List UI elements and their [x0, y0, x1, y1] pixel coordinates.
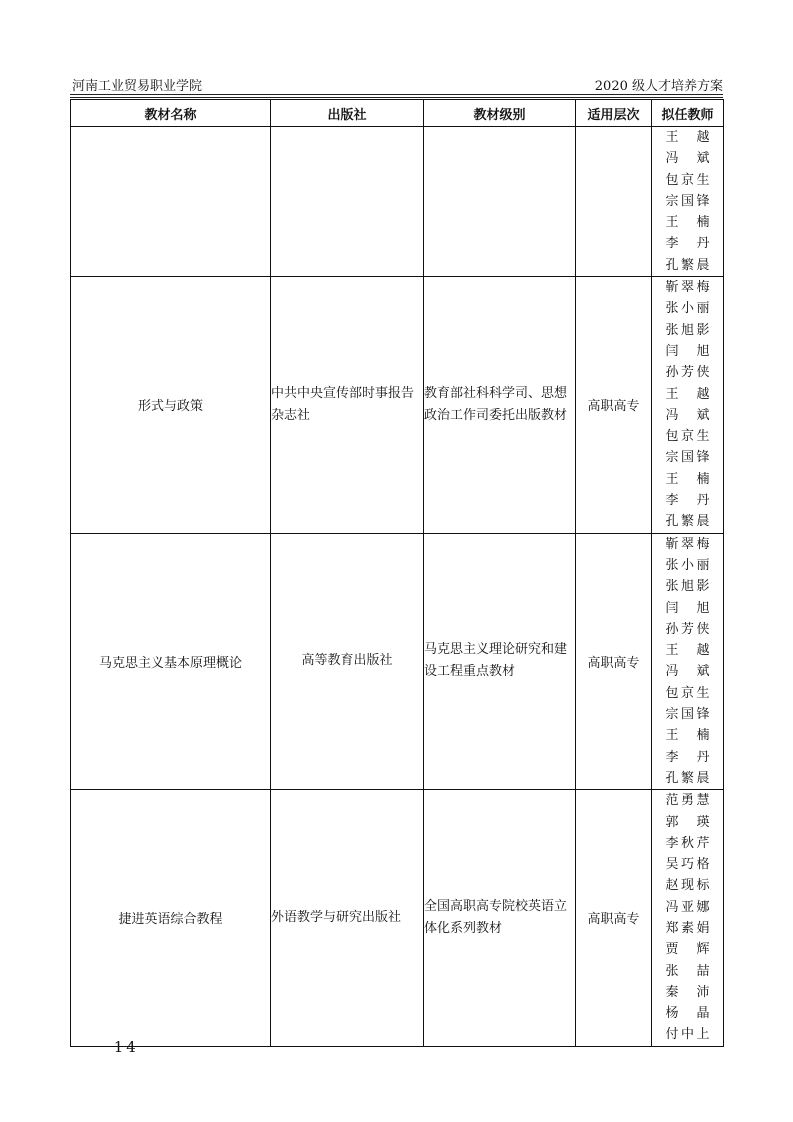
column-header-textbook-name: 教材名称	[71, 100, 271, 127]
teacher-name: 郑素娟	[665, 920, 710, 936]
teacher-name: 李 丹	[665, 236, 710, 252]
teachers-cell	[652, 277, 724, 534]
teacher-name: 李 丹	[665, 749, 710, 765]
teacher-name: 包京生	[665, 429, 710, 445]
header-rule	[70, 94, 723, 98]
teacher-name: 李 丹	[665, 493, 710, 509]
grade-cell: 教育部社科科学司、思想政治工作司委托出版教材	[424, 277, 576, 534]
teacher-name: 靳翠梅	[665, 536, 710, 552]
teacher-name: 秦 沛	[665, 984, 710, 1000]
grade-cell	[424, 127, 576, 277]
textbook-name-cell: 形式与政策	[71, 277, 271, 534]
column-header-textbook-grade: 教材级别	[424, 100, 576, 127]
teachers-cell	[652, 533, 724, 790]
teacher-name: 闫 旭	[665, 600, 710, 616]
page-number: － 14 －	[88, 1038, 165, 1056]
publisher-cell	[271, 127, 424, 277]
teacher-list	[652, 127, 723, 276]
teacher-name: 李秋芹	[665, 835, 710, 851]
teacher-name: 范勇慧	[665, 793, 710, 809]
table-row	[71, 127, 724, 277]
table-row	[71, 790, 724, 1047]
teacher-name: 宗国锋	[665, 450, 710, 466]
teacher-name: 吴巧格	[665, 857, 710, 873]
teacher-name: 冯 斌	[665, 664, 710, 680]
textbook-table	[70, 99, 724, 1047]
teacher-name: 付中上	[665, 1027, 710, 1043]
column-header-teachers: 拟任教师	[652, 100, 724, 127]
teacher-name: 冯 斌	[665, 407, 710, 423]
textbook-name-cell	[71, 127, 271, 277]
table-row	[71, 533, 724, 790]
teacher-name: 冯 斌	[665, 151, 710, 167]
teacher-name: 冯亚娜	[665, 899, 710, 915]
teacher-name: 张旭影	[665, 579, 710, 595]
teacher-name: 靳翠梅	[665, 280, 710, 296]
teacher-name: 张小丽	[665, 301, 710, 317]
teacher-name: 王 越	[665, 130, 710, 145]
publisher-cell: 高等教育出版社	[271, 533, 424, 790]
column-header-publisher: 出版社	[271, 100, 424, 127]
teacher-name: 郭 瑛	[665, 814, 710, 830]
teacher-name: 王 越	[665, 643, 710, 659]
table-header-row	[71, 100, 724, 127]
teacher-name: 宗国锋	[665, 707, 710, 723]
teacher-name: 赵现标	[665, 878, 710, 894]
grade-cell: 马克思主义理论研究和建设工程重点教材	[424, 533, 576, 790]
teacher-name: 张旭影	[665, 322, 710, 338]
teacher-name: 包京生	[665, 685, 710, 701]
teacher-name: 孔繁晨	[665, 770, 710, 786]
teacher-name: 宗国锋	[665, 193, 710, 209]
header-document-title: 2020 级人才培养方案	[594, 79, 723, 94]
table-row	[71, 277, 724, 534]
level-cell: 高职高专	[576, 790, 652, 1047]
teacher-list	[652, 790, 723, 1046]
teacher-name: 王 楠	[665, 728, 710, 744]
teacher-name: 包京生	[665, 172, 710, 188]
teacher-list	[652, 277, 723, 533]
header-institution: 河南工业贸易职业学院	[72, 79, 203, 94]
teacher-name: 杨 晶	[665, 1006, 710, 1022]
teacher-name: 孙芳侠	[665, 365, 710, 381]
column-header-applicable-level: 适用层次	[576, 100, 652, 127]
teacher-name: 张小丽	[665, 557, 710, 573]
teachers-cell	[652, 127, 724, 277]
level-cell	[576, 127, 652, 277]
textbook-name-cell: 马克思主义基本原理概论	[71, 533, 271, 790]
teacher-name: 王 越	[665, 386, 710, 402]
teacher-name: 孔繁晨	[665, 257, 710, 273]
level-cell: 高职高专	[576, 277, 652, 534]
publisher-cell: 外语教学与研究出版社	[271, 790, 424, 1047]
teacher-name: 王 楠	[665, 471, 710, 487]
level-cell: 高职高专	[576, 533, 652, 790]
teacher-name: 闫 旭	[665, 343, 710, 359]
grade-cell: 全国高职高专院校英语立体化系列教材	[424, 790, 576, 1047]
teacher-name: 贾 辉	[665, 942, 710, 958]
teachers-cell	[652, 790, 724, 1047]
teacher-name: 张 喆	[665, 963, 710, 979]
teacher-name: 王 楠	[665, 215, 710, 231]
textbook-name-cell: 捷进英语综合教程	[71, 790, 271, 1047]
publisher-cell: 中共中央宣传部时事报告杂志社	[271, 277, 424, 534]
teacher-name: 孔繁晨	[665, 514, 710, 530]
teacher-name: 孙芳侠	[665, 621, 710, 637]
teacher-list	[652, 534, 723, 790]
